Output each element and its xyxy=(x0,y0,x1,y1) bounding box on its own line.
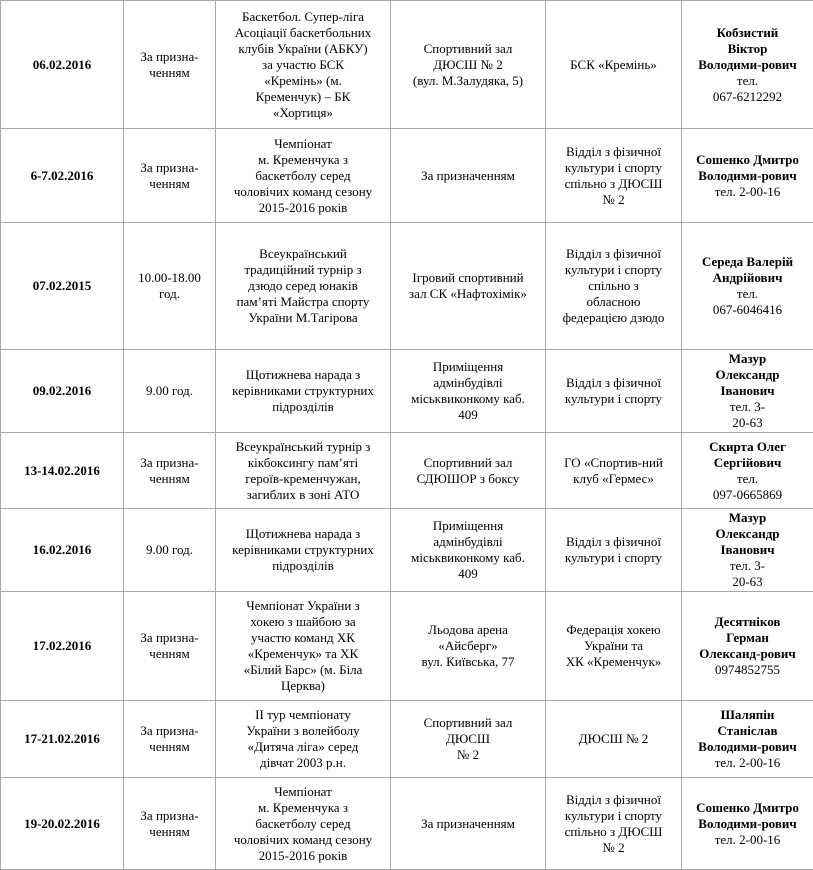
event-description: Всеукраїнський традиційний турнір з дзюдо серед юнаків пам’яті Майстра спорту України М.Тагірова xyxy=(216,223,391,350)
event-contact xyxy=(682,350,813,433)
contact-name: Шаляпін Станіслав Володими-рович xyxy=(698,707,796,754)
table-row xyxy=(1,701,813,778)
event-date: 13-14.02.2016 xyxy=(1,433,124,509)
event-organizer: Відділ з фізичної культури і спорту спільно з обласною федерацією дзюдо xyxy=(546,223,682,350)
event-description: Чемпіонат України з хокею з шайбою за участю команд ХК «Кременчук» та ХК «Білий Барс» (м. Біла Церква) xyxy=(216,592,391,701)
table-row xyxy=(1,223,813,350)
event-organizer: Відділ з фізичної культури і спорту xyxy=(546,350,682,433)
event-date: 17-21.02.2016 xyxy=(1,701,124,778)
event-organizer: ДЮСШ № 2 xyxy=(546,701,682,778)
event-place: Спортивний зал ДЮСШ № 2 xyxy=(391,701,546,778)
event-organizer: ГО «Спортив-ний клуб «Гермес» xyxy=(546,433,682,509)
contact-phone: тел. 2-00-16 xyxy=(715,755,781,770)
contact-phone: тел. 097-0665869 xyxy=(713,471,782,502)
event-time: 9.00 год. xyxy=(124,509,216,592)
event-place: Ігровий спортивний зал СК «Нафтохімік» xyxy=(391,223,546,350)
event-time: За призна- ченням xyxy=(124,778,216,870)
event-time: За призна- ченням xyxy=(124,433,216,509)
table-row xyxy=(1,592,813,701)
event-date: 19-20.02.2016 xyxy=(1,778,124,870)
event-organizer: Відділ з фізичної культури і спорту спільно з ДЮСШ № 2 xyxy=(546,129,682,223)
event-description: Всеукраїнський турнір з кікбоксингу пам’яті героїв-кременчужан, загиблих в зоні АТО xyxy=(216,433,391,509)
event-description: ІІ тур чемпіонату України з волейболу «Дитяча ліга» серед дівчат 2003 р.н. xyxy=(216,701,391,778)
event-time: За призна- ченням xyxy=(124,592,216,701)
contact-phone: тел. 067-6212292 xyxy=(713,73,782,104)
contact-phone: тел. 2-00-16 xyxy=(715,184,781,199)
event-place: Приміщення адмінбудівлі міськвиконкому каб. 409 xyxy=(391,350,546,433)
event-description: Баскетбол. Супер-ліга Асоціації баскетбольних клубів України (АБКУ) за участю БСК «Кремінь» (м. Кременчук) – БК «Хортиця» xyxy=(216,1,391,129)
contact-name: Кобзистий Віктор Володими-рович xyxy=(698,25,796,72)
event-organizer: Відділ з фізичної культури і спорту спільно з ДЮСШ № 2 xyxy=(546,778,682,870)
contact-name: Сошенко Дмитро Володими-рович xyxy=(696,800,799,831)
event-place: За призначенням xyxy=(391,129,546,223)
event-contact xyxy=(682,1,813,129)
event-organizer: Федерація хокею України та ХК «Кременчук» xyxy=(546,592,682,701)
contact-phone: тел. 3- 20-63 xyxy=(730,399,765,430)
event-contact xyxy=(682,509,813,592)
event-date: 06.02.2016 xyxy=(1,1,124,129)
event-time: За призна- ченням xyxy=(124,701,216,778)
contact-name: Середа Валерій Андрійович xyxy=(702,254,793,285)
event-organizer: Відділ з фізичної культури і спорту xyxy=(546,509,682,592)
table-row xyxy=(1,350,813,433)
event-time: 9.00 год. xyxy=(124,350,216,433)
table-row xyxy=(1,1,813,129)
contact-phone: тел. 2-00-16 xyxy=(715,832,781,847)
event-date: 09.02.2016 xyxy=(1,350,124,433)
event-description: Чемпіонат м. Кременчука з баскетболу серед чоловічих команд сезону 2015-2016 років xyxy=(216,778,391,870)
event-place: Льодова арена «Айсберг» вул. Київська, 77 xyxy=(391,592,546,701)
contact-phone: тел. 067-6046416 xyxy=(713,286,782,317)
event-date: 16.02.2016 xyxy=(1,509,124,592)
event-place: Спортивний зал ДЮСШ № 2 (вул. М.Залудяка, 5) xyxy=(391,1,546,129)
table-row xyxy=(1,433,813,509)
event-place: Спортивний зал СДЮШОР з боксу xyxy=(391,433,546,509)
event-contact xyxy=(682,592,813,701)
contact-phone: тел. 3- 20-63 xyxy=(730,558,765,589)
event-contact xyxy=(682,223,813,350)
event-place: За призначенням xyxy=(391,778,546,870)
contact-name: Скирта Олег Сергійович xyxy=(709,439,786,470)
contact-name: Сошенко Дмитро Володими-рович xyxy=(696,152,799,183)
event-description: Чемпіонат м. Кременчука з баскетболу серед чоловічих команд сезону 2015-2016 років xyxy=(216,129,391,223)
event-description: Щотижнева нарада з керівниками структурних підрозділів xyxy=(216,350,391,433)
event-organizer: БСК «Кремінь» xyxy=(546,1,682,129)
table-row xyxy=(1,129,813,223)
event-description: Щотижнева нарада з керівниками структурних підрозділів xyxy=(216,509,391,592)
table-row xyxy=(1,509,813,592)
event-date: 6-7.02.2016 xyxy=(1,129,124,223)
contact-name: Мазур Олександр Іванович xyxy=(715,510,779,557)
event-contact xyxy=(682,129,813,223)
event-date: 17.02.2016 xyxy=(1,592,124,701)
event-time: За призна- ченням xyxy=(124,129,216,223)
event-contact xyxy=(682,433,813,509)
event-place: Приміщення адмінбудівлі міськвиконкому каб. 409 xyxy=(391,509,546,592)
contact-name: Десятніков Герман Олександ-рович xyxy=(699,614,795,661)
contact-phone: 0974852755 xyxy=(715,662,780,677)
event-time: 10.00-18.00 год. xyxy=(124,223,216,350)
event-date: 07.02.2015 xyxy=(1,223,124,350)
event-contact xyxy=(682,701,813,778)
event-time: За призна- ченням xyxy=(124,1,216,129)
contact-name: Мазур Олександр Іванович xyxy=(715,351,779,398)
